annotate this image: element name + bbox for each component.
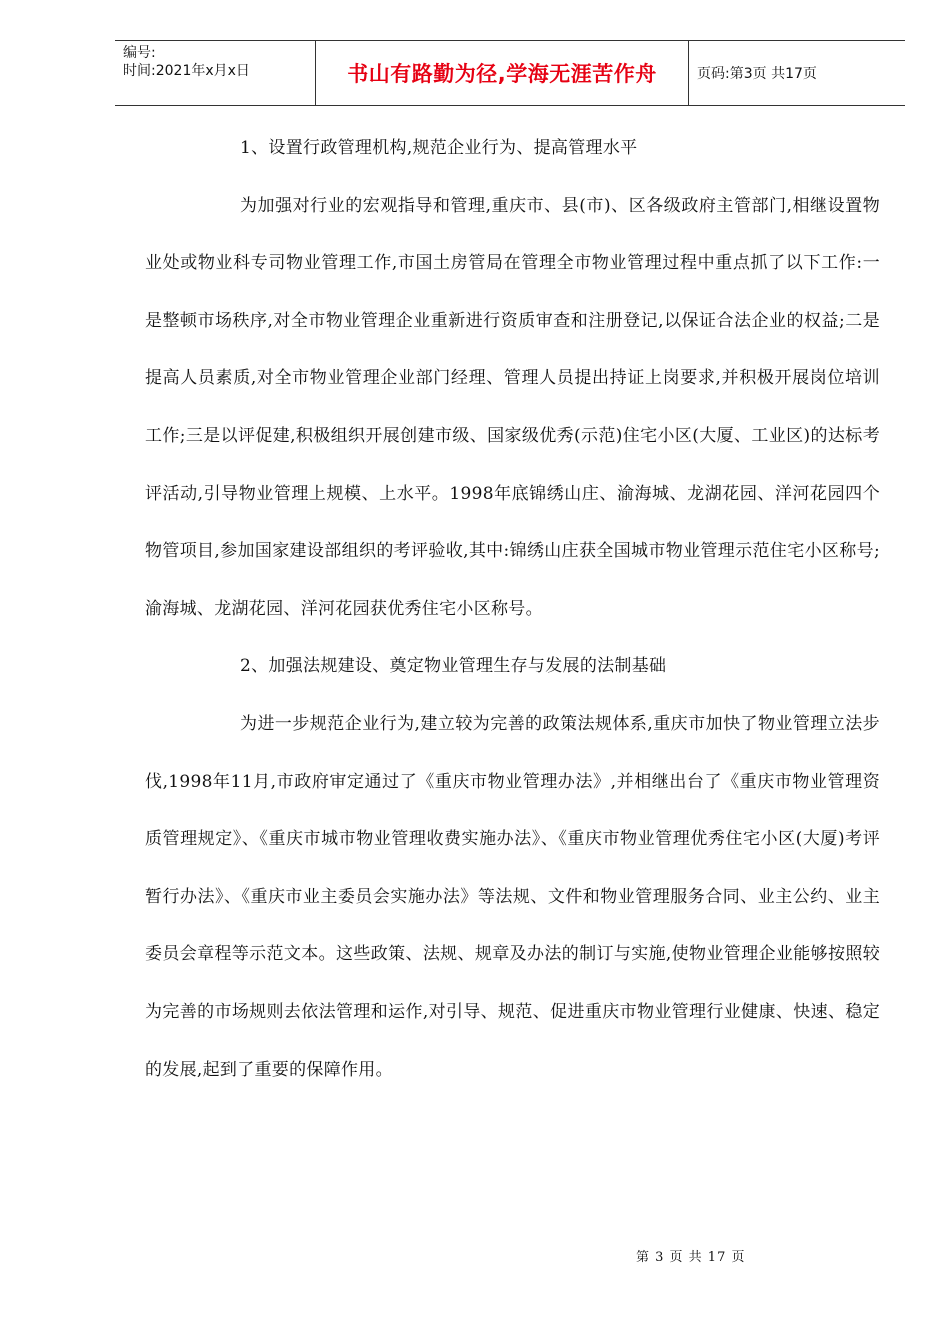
paragraph-2: 为进一步规范企业行为,建立较为完善的政策法规体系,重庆市加快了物业管理立法步伐,1998年11月,市政府审定通过了《重庆市物业管理办法》,并相继出台了《重庆市物业管理资质管理规定》、《重庆市城市物业管理收费实施办法》、《重庆市物业管理优秀住宅小区(大厦)考评暂行办法》、《重庆市业主委员会实施办法》等法规、文件和物业管理服务合同、业主公约、业主委员会章程等示范文本。这些政策、法规、规章及办法的制订与实施,使物业管理企业能够按照较为完善的市场规则去依法管理和运作,对引导、规范、促进重庆市物业管理行业健康、快速、稳定的发展,起到了重要的保障作用。 bbox=[145, 713, 880, 1080]
time-label: 时间:2021年x月x日 bbox=[123, 63, 250, 79]
page-header bbox=[115, 40, 905, 106]
paragraph-1: 为加强对行业的宏观指导和管理,重庆市、县(市)、区各级政府主管部门,相继设置物业处或物业科专司物业管理工作,市国土房管局在管理全市物业管理过程中重点抓了以下工作:一是整顿市场秩序,对全市物业管理企业重新进行资质审查和注册登记,以保证合法企业的权益;二是提高人员素质,对全市物业管理企业部门经理、管理人员提出持证上岗要求,并积极开展岗位培训工作;三是以评促建,积极组织开展创建市级、国家级优秀(示范)住宅小区(大厦、工业区)的达标考评活动,引导物业管理上规模、上水平。1998年底锦绣山庄、渝海城、龙湖花园、洋河花园四个物管项目,参加国家建设部组织的考评验收,其中:锦绣山庄获全国城市物业管理示范住宅小区称号;渝海城、龙湖花园、洋河花园获优秀住宅小区称号。 bbox=[145, 195, 880, 619]
number-label: 编号: bbox=[123, 45, 156, 61]
section-heading-1: 1、设置行政管理机构,规范企业行为、提高管理水平 bbox=[240, 138, 638, 158]
header-meta-cell bbox=[115, 41, 316, 105]
page-footer: 第 3 页 共 17 页 bbox=[636, 1250, 746, 1265]
document-body bbox=[145, 120, 880, 1099]
header-slogan: 书山有路勤为径,学海无涯苦作舟 bbox=[316, 41, 689, 105]
header-page-info: 页码:第3页 共17页 bbox=[697, 66, 817, 82]
section-heading-2: 2、加强法规建设、奠定物业管理生存与发展的法制基础 bbox=[240, 656, 667, 677]
